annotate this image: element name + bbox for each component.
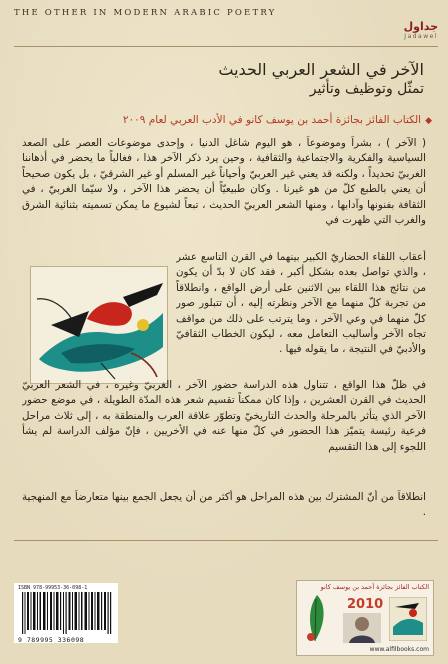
promo-title: الكتاب الفائز بجائزة أحمد بن يوسف كانو xyxy=(320,583,429,591)
blurb-paragraph-1: ( الآخر ) ، بشراً وموضوعاً ، هو اليوم شاغل الدنيا ، وإحدى موضوعات العصر على الصعد السياسية والفكرية والاجتماعية والثقافية ، وحين يرد ذكر الآخر هذا ، فغالباً ما يحضر في أذهاننا الغربيّ تحديداً ، ولكنه قد يعني غير العربيّ وأحياناً غير المسلم أو غير الشرقيّ ، بل يكون صحيحاً أن يعني بالطبع كلّ من هو غيرنا . وكان طبيعيّاً أن يحضر هذا الآخر ، ولا سيّما الغربيّ ، في الثقافة بفنونها وآدابها ، ومنها الشعر العربيّ الحديث ، تبعاً لشيوع ما يمكن تسميته بثنائية الشرق والغرب التي ظهرت في xyxy=(22,137,426,227)
publisher-logo xyxy=(374,20,438,44)
header-divider xyxy=(14,46,438,47)
book-cover-thumbnail-icon xyxy=(389,597,427,641)
book-subtitle: تمثّل وتوظيف وتأثير xyxy=(309,81,424,97)
award-text: الكتاب الفائز بجائزة أحمد بن يوسف كانو في الأدب العربي لعام ٢٠٠٩ xyxy=(122,114,422,126)
blurb-paragraph-3: في ظلّ هذا الواقع ، تتناول هذه الدراسة حضور الآخر ، الغربيّ وغيره ، في الشعر العربيّ الحديث في القرن العشرين ، وإذا كان ممكناً تقسيم شعر هذه المدّة الطويلة ، في موضع حضور الآخر الذي يتأثر بالمرحلة والحدث التاريخيّ وتطوّر علاقة العرب والمنطقة به ، إلى ثلاث مراحل فرعية رئيسة يتميّز هذا الحضور في كلّ منها عنه في الأخريين ، فإنّ مؤلف الدراسة لم يشأ اللجوء إلى هذا التقسيم xyxy=(22,379,426,453)
promo-year: 2010 xyxy=(347,597,384,612)
promo-panel xyxy=(296,580,434,656)
blurb-paragraph-4: انطلاقاً من أنّ المشترك بين هذه المراحل هو أكثر من أن يجعل الجمع بينها متعارضاً مع المنهجية . xyxy=(22,491,426,519)
cover-painting xyxy=(30,266,168,384)
isbn-text: ISBN 978-99953-36-098-1 xyxy=(18,585,88,591)
footer-divider xyxy=(14,540,438,541)
barcode-digits: 9 789995 336098 xyxy=(18,636,85,644)
book-title: الآخر في الشعر العربي الحديث xyxy=(218,60,424,79)
barcode-icon xyxy=(22,592,114,634)
feather-icon xyxy=(301,593,331,645)
promo-url[interactable]: www.alfilbooks.com xyxy=(369,646,429,653)
diamond-icon: ◆ xyxy=(425,116,432,126)
publisher-name-ar: جداول xyxy=(403,20,438,33)
blurb-paragraph-2: أعقاب اللقاء الحضاريّ الكبير بينهما في القرن التاسع عشر ، والذي تواصل بعده بشكل أكبر ، فقد كان لا بدّ أن يكون من نتائج هذا اللقاء بين الاثنين على أرض الواقع ، وانطلاقاً من تجربة كلّ منهما مع الآخر ونظرته إليه ، أن تتبلور صور كلّ منهما في وعي الآخر ، وما يترتب على ذلك من مواقف تجاه الآخر وأساليب التعامل معه ، ليكون الخطاب الثقافيّ والأدبيّ في النتيجة ، ما يقوله فيها . xyxy=(176,251,426,356)
award-line xyxy=(12,114,432,126)
publisher-name-en: Jadawel xyxy=(404,33,438,40)
author-portrait-icon xyxy=(343,613,381,643)
series-title: THE OTHER IN MODERN ARABIC POETRY xyxy=(14,8,277,18)
